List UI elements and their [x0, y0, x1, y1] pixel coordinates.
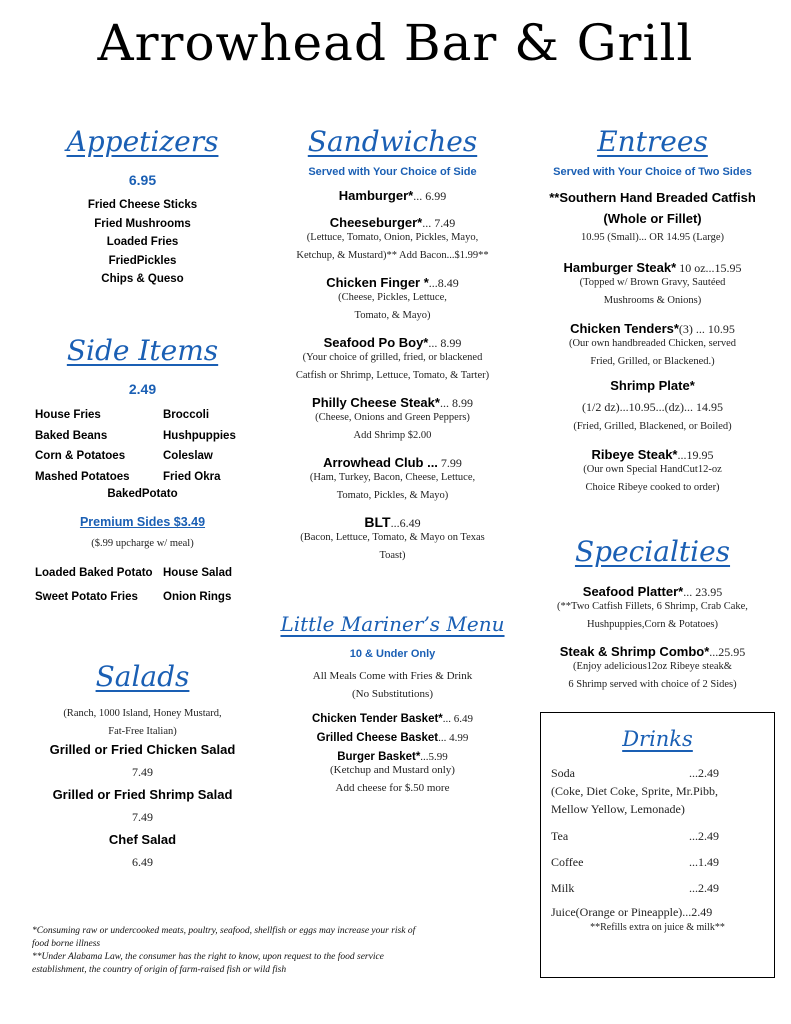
drink-name: Juice(Orange or Pineapple)...2.49 [551, 905, 713, 919]
premium-sides-right [163, 561, 232, 609]
side-items-heading: Side Items [66, 334, 219, 367]
salads-dressings: (Ranch, 1000 Island, Honey Mustard, Fat-Free Italian) [63, 708, 222, 737]
appetizers-price: 6.95 [128, 172, 157, 188]
menu-item: Chicken Tenders*(3) ... 10.95 [570, 321, 735, 336]
list-item: Corn & Potatoes [35, 450, 126, 462]
refills-note: **Refills extra on juice & milk** [590, 922, 725, 933]
list-item: Broccoli [163, 409, 210, 421]
kids-menu-subheading: 10 & Under Only [349, 648, 436, 660]
menu-item: Shrimp Plate* [610, 378, 695, 393]
drink-price: ...2.49 [689, 766, 719, 780]
drink-price: ...2.49 [689, 829, 719, 843]
side-items-left [35, 405, 130, 487]
menu-item: Chicken Finger *...8.49 [326, 275, 459, 290]
side-item-baked-potato: BakedPotato [107, 488, 178, 500]
kids-menu-list: All Meals Come with Fries & Drink (No Substitutions) Chicken Tender Basket*... 6.49 Grilled Cheese Basket... 4.99 Burger Basket*...5.99 (Ketchup and Mustard only) Add cheese for $.50 more [270, 670, 515, 800]
menu-item: Ribeye Steak*...19.95 [591, 447, 714, 462]
menu-item: Cheeseburger*... 7.49 [329, 215, 456, 230]
appetizers-list [30, 196, 255, 289]
side-items-right [163, 405, 236, 487]
salad-price: 6.49 [132, 855, 153, 869]
footnotes [32, 925, 512, 977]
premium-sides-heading: Premium Sides $3.49 [79, 515, 206, 529]
footnote: *Consuming raw or undercooked meats, poultry, seafood, shellfish or eggs may increase your risk of [32, 926, 416, 936]
list-item: Chips & Queso [101, 273, 184, 285]
menu-item: Seafood Po Boy*... 8.99 [323, 335, 462, 350]
menu-item: **Southern Hand Breaded Catfish [549, 190, 756, 205]
salad-price: 7.49 [132, 765, 153, 779]
list-item: House Salad [163, 567, 233, 579]
list-item: Hushpuppies [163, 429, 236, 442]
drink-name: Coffee [551, 855, 584, 869]
list-item: Fried Okra [163, 470, 221, 483]
menu-item: Chicken Tender Basket*... 6.49 [311, 713, 474, 725]
entrees-heading: Entrees [597, 125, 708, 158]
specialties-heading: Specialties [574, 535, 731, 568]
list-item: Loaded Baked Potato [35, 567, 153, 579]
menu-item: Arrowhead Club ... 7.99 [323, 455, 462, 470]
list-item: Onion Rings [163, 591, 232, 603]
menu-item: Steak & Shrimp Combo*...25.95 [559, 644, 746, 659]
drink-price: ...2.49 [689, 881, 719, 895]
footnote: food borne illness [32, 939, 101, 949]
salads-heading: Salads [95, 660, 190, 693]
list-item: FriedPickles [108, 254, 177, 267]
salad-price: 7.49 [132, 810, 153, 824]
salad-name: Grilled or Fried Chicken Salad [49, 742, 236, 757]
drink-price: ...1.49 [689, 855, 719, 869]
sandwiches-list: Hamburger*... 6.99 Cheeseburger*... 7.49 (Lettuce, Tomato, Onion, Pickles, Mayo, Ketchup, & Mustard)** Add Bacon...$1.99** Chicken Finger *...8.49 (Cheese, Pickles, Lettuce, Tomato, & Mayo) Seafood Po Boy*... 8.99 (Your choice of grilled, fried, or blackened Catfish or Shrimp, Lettuce, Tomato, & Tarter) Philly Cheese Steak*... 8.99 (Cheese, Onions and Green Peppers) Add Shrimp $2.00 Arrowhead Club ... 7.99 (Ham, Turkey, Bacon, Cheese, Lettuce, Tomato, Pickles, & Mayo) BLT...6.49 (Bacon, Lettuce, Tomato, & Mayo on Texas Toast) [270, 185, 515, 568]
sandwiches-subheading: Served with Your Choice of Side [308, 166, 477, 178]
list-item: House Fries [35, 409, 101, 421]
menu-item: Philly Cheese Steak*... 8.99 [312, 395, 473, 410]
entrees-list: **Southern Hand Breaded Catfish (Whole or Fillet) 10.95 (Small)... OR 14.95 (Large) Hamburger Steak* 10 oz...15.95 (Topped w/ Brown Gravy, Sautéed Mushrooms & Onions) Chicken Tenders*(3) ... 10.95 (Our own handbreaded Chicken, served Fried, Grilled, or Blackened.) Shrimp Plate* (1/2 dz)...10.95...(dz)... 14.95 (Fried, Grilled, Blackened, or Boiled) Ribeye Steak*...19.95 (Our own Special HandCut12-oz Choice Ribeye cooked to order) [520, 190, 785, 500]
drink-name: Milk [551, 881, 575, 895]
entrees-subheading: Served with Your Choice of Two Sides [553, 166, 752, 178]
footnote: **Under Alabama Law, the consumer has the right to know, upon request to the food service [32, 952, 384, 962]
drink-name: Soda [551, 766, 575, 780]
list-item: Mashed Potatoes [35, 470, 130, 483]
list-item: Baked Beans [35, 429, 108, 442]
menu-item: Hamburger Steak* 10 oz...15.95 [563, 260, 742, 275]
drink-name: Tea [551, 829, 569, 843]
salad-name: Grilled or Fried Shrimp Salad [52, 787, 233, 802]
list-item: Fried Mushrooms [94, 217, 191, 230]
menu-item: Grilled Cheese Basket... 4.99 [316, 732, 469, 744]
premium-sides-left [35, 561, 153, 609]
appetizers-heading: Appetizers [66, 125, 219, 158]
menu-item: Seafood Platter*... 23.95 [582, 584, 723, 599]
salads-list [30, 742, 255, 877]
drinks-box: Drinks Soda ...2.49 (Coke, Diet Coke, Sprite, Mr.Pibb, Mellow Yellow, Lemonade) Tea ...2.49 Coffee ...1.49 Milk ...2.49 Juice(Orange or Pineapple)...2.49 **Refills extra on juice & milk** [540, 712, 775, 978]
specialties-list: Seafood Platter*... 23.95 (**Two Catfish Fillets, 6 Shrimp, Crab Cake, Hushpuppies,Corn & Potatoes) Steak & Shrimp Combo*...25.95 (Enjoy adelicious12oz Ribeye steak& 6 Shrimp served with choice of 2 Sides) [520, 581, 785, 697]
menu-item: Burger Basket*...5.99 [337, 751, 448, 763]
footnote: establishment, the country of origin of farm-raised fish or wild fish [32, 965, 287, 975]
list-item: Fried Cheese Sticks [87, 199, 198, 211]
drinks-heading: Drinks [622, 727, 693, 751]
list-item: Coleslaw [163, 450, 213, 462]
premium-sides-note: ($.99 upcharge w/ meal) [91, 538, 194, 549]
page-title: Arrowhead Bar & Grill [97, 14, 694, 72]
salad-name: Chef Salad [108, 832, 177, 847]
list-item: Sweet Potato Fries [35, 591, 138, 603]
side-items-price: 2.49 [128, 381, 157, 397]
sandwiches-heading: Sandwiches [307, 125, 478, 158]
menu-item: Hamburger*... 6.99 [338, 188, 447, 203]
kids-menu-heading: Little Mariner’s Menu [280, 612, 505, 636]
list-item: Loaded Fries [106, 236, 179, 248]
menu-item: BLT...6.49 [364, 514, 421, 530]
